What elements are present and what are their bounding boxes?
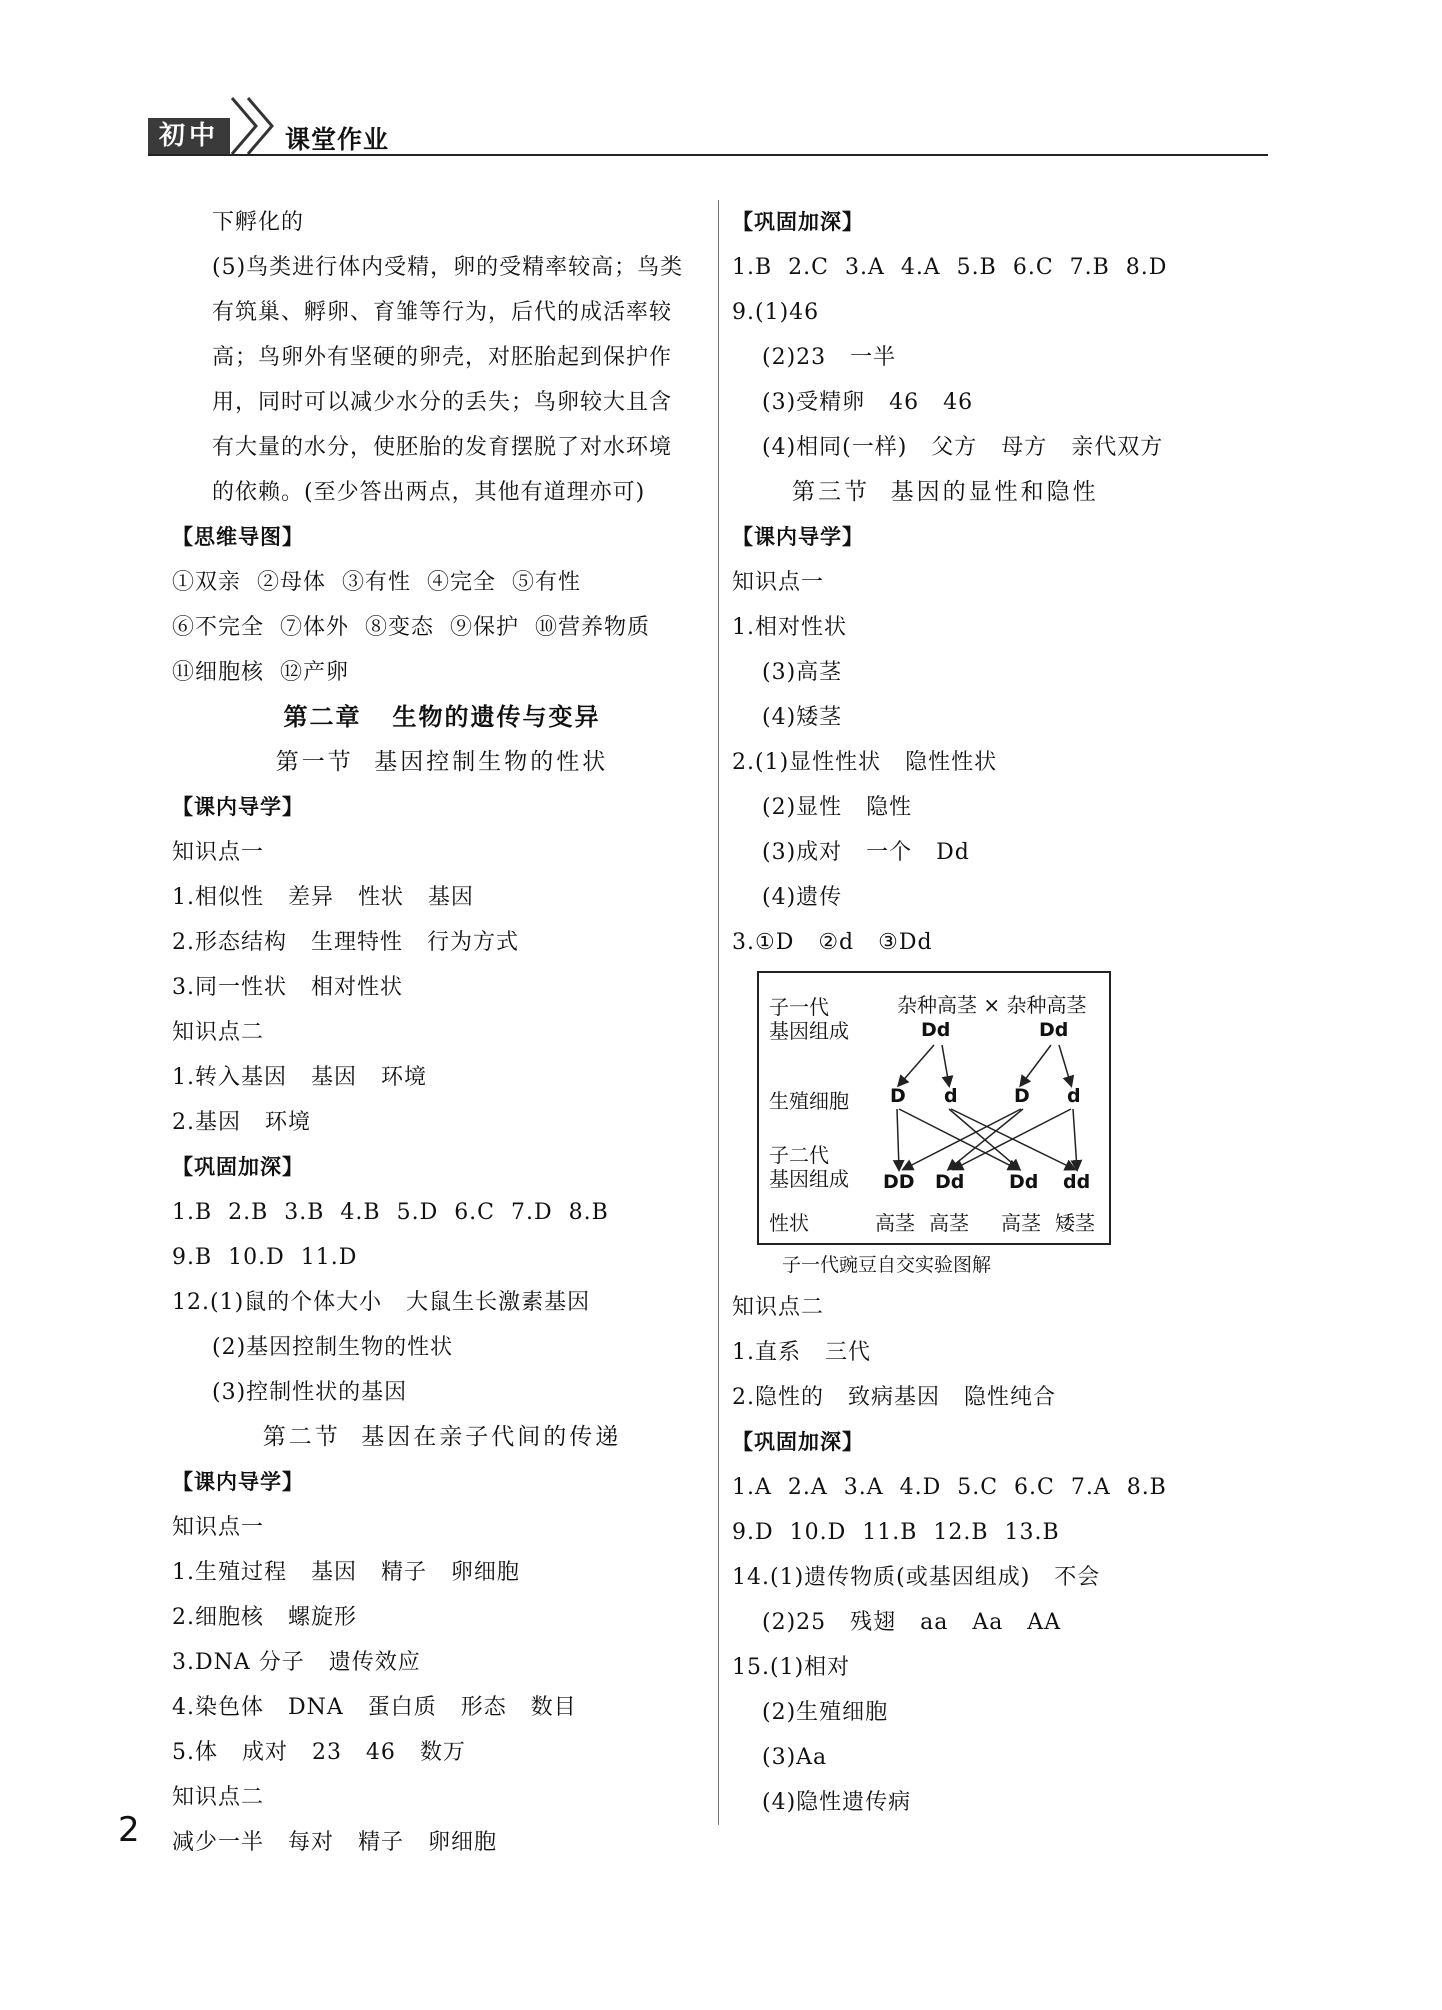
text-line: 的依赖。(至少答出两点，其他有道理亦可)	[212, 480, 646, 505]
text-line: 2.(1)显性性状 隐性性状	[732, 750, 998, 775]
text-line: (4)隐性遗传病	[762, 1790, 912, 1815]
text-line: 15.(1)相对	[732, 1655, 851, 1680]
gamete-label: 生殖细胞	[769, 1089, 849, 1113]
text-line: (2)25 残翅 aa Aa AA	[762, 1610, 1062, 1635]
genetics-cross-diagram	[757, 971, 1111, 1245]
text-line: 用，同时可以减少水分的丢失；鸟卵较大且含	[212, 390, 673, 415]
f1-genotype-label: 基因组成	[769, 1019, 849, 1043]
text-line: ①双亲 ②母体 ③有性 ④完全 ⑤有性	[172, 570, 581, 595]
right-column-bottom	[732, 1285, 1272, 1825]
page-number: 2	[118, 1810, 140, 1850]
text-line: (3)Aa	[762, 1745, 828, 1770]
cross-text: 杂种高茎 × 杂种高茎	[897, 993, 1087, 1017]
text-line: 14.(1)遗传物质(或基因组成) 不会	[732, 1565, 1101, 1590]
text-line: 知识点一	[172, 1515, 265, 1540]
offspring-3: Dd	[1009, 1171, 1039, 1193]
text-line: 2.基因 环境	[172, 1110, 311, 1135]
figure-caption: 子一代豌豆自交实验图解	[782, 1254, 992, 1276]
text-line: (3)成对 一个 Dd	[762, 840, 970, 865]
text-line: 2.隐性的 致病基因 隐性纯合	[732, 1385, 1056, 1410]
text-line: 2.细胞核 螺旋形	[172, 1605, 357, 1630]
offspring-4: dd	[1063, 1171, 1091, 1193]
right-column-top	[732, 200, 1272, 965]
offspring-1: DD	[883, 1171, 915, 1193]
f1-label: 子一代	[769, 995, 829, 1019]
gamete-2: d	[944, 1085, 958, 1107]
text-line: 下孵化的	[212, 210, 305, 235]
text-line: 1.相对性状	[732, 615, 847, 640]
trait-4: 矮茎	[1055, 1211, 1095, 1235]
gamete-1: D	[890, 1085, 906, 1107]
text-line: 第三节 基因的显性和隐性	[792, 479, 1099, 505]
text-line: (4)矮茎	[762, 705, 843, 730]
header-title: 课堂作业	[285, 125, 390, 154]
parent-genotype-1: Dd	[921, 1019, 951, 1041]
text-line: 1.生殖过程 基因 精子 卵细胞	[172, 1560, 520, 1585]
gamete-3: D	[1014, 1085, 1030, 1107]
text-line: 3.同一性状 相对性状	[172, 975, 403, 1000]
text-line: (3)受精卵 46 46	[762, 390, 974, 415]
column-divider	[718, 200, 719, 1825]
text-line: 9.(1)46	[732, 300, 820, 325]
text-line: (3)高茎	[762, 660, 843, 685]
offspring-2: Dd	[935, 1171, 965, 1193]
trait-3: 高茎	[1001, 1211, 1041, 1235]
text-line: 高；鸟卵外有坚硬的卵壳，对胚胎起到保护作	[212, 345, 673, 370]
text-line: 【思维导图】	[172, 525, 304, 549]
text-line: 【巩固加深】	[172, 1155, 304, 1179]
trait-2: 高茎	[929, 1211, 969, 1235]
header-level-badge: 初中	[148, 118, 230, 154]
text-line: 2.形态结构 生理特性 行为方式	[172, 930, 519, 955]
text-line: 3.DNA 分子 遗传效应	[172, 1650, 421, 1675]
text-line: 1.相似性 差异 性状 基因	[172, 885, 474, 910]
text-line: (3)控制性状的基因	[212, 1380, 408, 1405]
text-line: 5.体 成对 23 46 数万	[172, 1740, 466, 1765]
text-line: 知识点二	[732, 1295, 825, 1320]
text-line: ⑪细胞核 ⑫产卵	[172, 660, 349, 685]
text-line: 第二节 基因在亲子代间的传递	[262, 1424, 622, 1450]
text-line: (5)鸟类进行体内受精，卵的受精率较高；鸟类	[212, 255, 684, 280]
text-line: 【巩固加深】	[732, 1430, 864, 1454]
f2-genotype-label: 基因组成	[769, 1167, 849, 1191]
text-line: 1.转入基因 基因 环境	[172, 1065, 427, 1090]
text-line: 4.染色体 DNA 蛋白质 形态 数目	[172, 1695, 577, 1720]
header-rule	[148, 154, 1268, 156]
text-line: 知识点一	[732, 570, 825, 595]
trait-label: 性状	[769, 1211, 809, 1235]
text-line: 9.D 10.D 11.B 12.B 13.B	[732, 1520, 1060, 1545]
text-line: (2)23 一半	[762, 345, 897, 370]
text-line: 减少一半 每对 精子 卵细胞	[172, 1830, 497, 1855]
text-line: (2)基因控制生物的性状	[212, 1335, 454, 1360]
text-line: 有筑巢、孵卵、育雏等行为，后代的成活率较	[212, 300, 673, 325]
text-line: (2)生殖细胞	[762, 1700, 889, 1725]
double-chevron-icon	[226, 92, 286, 156]
text-line: 【课内导学】	[172, 795, 304, 819]
text-line: (4)相同(一样) 父方 母方 亲代双方	[762, 435, 1164, 460]
text-line: (4)遗传	[762, 885, 843, 910]
text-line: 有大量的水分，使胚胎的发育摆脱了对水环境	[212, 435, 673, 460]
text-line: 【课内导学】	[172, 1470, 304, 1494]
page-header	[0, 0, 1442, 160]
text-line: 9.B 10.D 11.D	[172, 1245, 358, 1270]
text-line: 知识点二	[172, 1785, 265, 1810]
text-line: (2)显性 隐性	[762, 795, 913, 820]
text-line: 1.A 2.A 3.A 4.D 5.C 6.C 7.A 8.B	[732, 1475, 1167, 1500]
text-line: 知识点二	[172, 1020, 265, 1045]
gamete-4: d	[1067, 1085, 1081, 1107]
text-line: 1.B 2.B 3.B 4.B 5.D 6.C 7.D 8.B	[172, 1200, 609, 1225]
text-line: 【巩固加深】	[732, 210, 864, 234]
f2-label: 子二代	[769, 1143, 829, 1167]
parent-genotype-2: Dd	[1039, 1019, 1069, 1041]
text-line: 3.①D ②d ③Dd	[732, 930, 933, 955]
left-column	[172, 200, 712, 1865]
text-line: 第二章 生物的遗传与变异	[283, 703, 601, 731]
text-line: 第一节 基因控制生物的性状	[275, 749, 609, 775]
text-line: 12.(1)鼠的个体大小 大鼠生长激素基因	[172, 1290, 591, 1315]
text-line: 【课内导学】	[732, 525, 864, 549]
text-line: 1.B 2.C 3.A 4.A 5.B 6.C 7.B 8.D	[732, 255, 1168, 280]
text-line: 知识点一	[172, 840, 265, 865]
right-column	[732, 200, 1272, 1825]
text-line: 1.直系 三代	[732, 1340, 871, 1365]
trait-1: 高茎	[875, 1211, 915, 1235]
text-line: ⑥不完全 ⑦体外 ⑧变态 ⑨保护 ⑩营养物质	[172, 615, 650, 640]
